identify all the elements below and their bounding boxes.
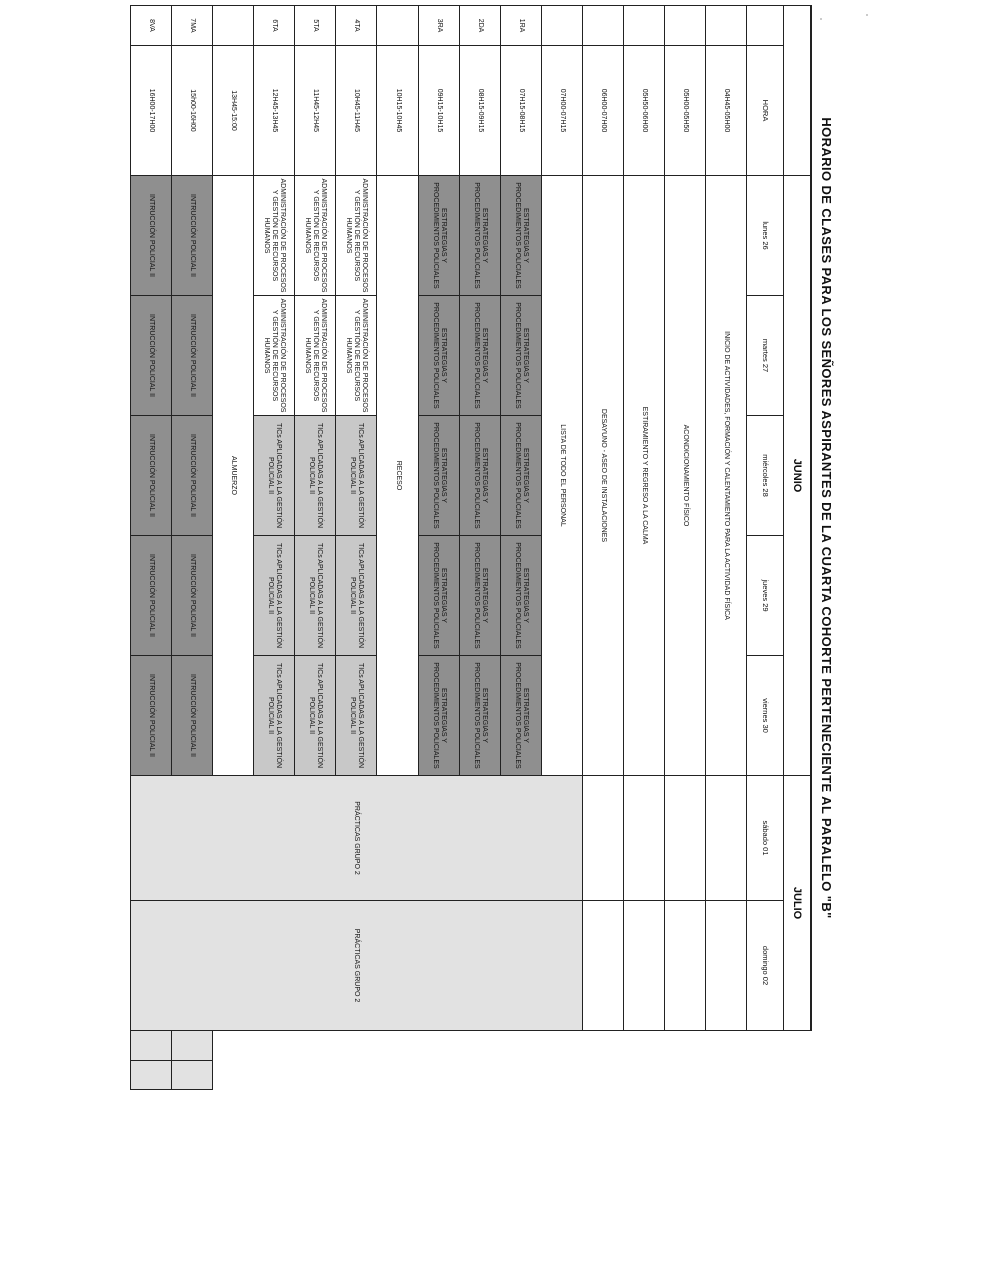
class-cell: TICs APLICADAS A LA GESTIÓN POLICIAL II [336,416,377,536]
class-cell: INTRUCCIÓN POLICIAL II [131,416,172,536]
period-cell: 6TA [254,6,295,46]
class-cell: INTRUCCIÓN POLICIAL II [131,656,172,776]
period-cell: 7MA [172,6,213,46]
time-cell: 11H45-12H45 [295,46,336,176]
class-cell: TICs APLICADAS A LA GESTIÓN POLICIAL II [336,536,377,656]
month-june: JUNIO [783,176,811,776]
practicas-sunday: PRÁCTICAS GRUPO 2 [131,901,583,1031]
time-cell: 09H15-10H15 [418,46,459,176]
month-july: JULIO [783,776,811,1031]
day-header: lunes 26 [747,176,784,296]
class-cell: INTRUCCIÓN POLICIAL II [172,416,213,536]
banner-estiramiento: ESTIRAMIENTO Y REGRESO A LA CALMA [623,176,664,776]
page-title: HORARIO DE CLASES PARA LOS SEÑORES ASPIRANTES DE LA CUARTA COHORTE PERTENECIENTE AL PARALELO "B" [811,6,840,1031]
day-header: martes 27 [747,296,784,416]
banner-inicio: INICIO DE ACTIVIDADES, FORMACIÓN Y CALENTAMIENTO PARA LA ACTIVIDAD FÍSICA [705,176,746,776]
class-cell: TICs APLICADAS A LA GESTIÓN POLICIAL II [336,656,377,776]
time-cell: 07H15-08H15 [500,46,541,176]
banner-receso: RECESO [377,176,418,776]
time-cell: 16H00-17H00 [131,46,172,176]
class-cell: INTRUCCIÓN POLICIAL II [172,536,213,656]
schedule-table [130,5,840,1090]
period-cell: 2DA [459,6,500,46]
class-cell: ESTRATEGIAS Y PROCEDIMIENTOS POLICIALES [418,416,459,536]
time-cell: 15h00-16H00 [172,46,213,176]
empty-cell [131,1060,172,1089]
class-cell: TICs APLICADAS A LA GESTIÓN POLICIAL II [254,656,295,776]
time-cell: 10H15-10H45 [377,46,418,176]
day-header: sábado 01 [747,776,784,901]
time-cell: 12H45-13H45 [254,46,295,176]
time-cell: 04H45-05H00 [705,46,746,176]
class-cell: INTRUCCIÓN POLICIAL II [131,536,172,656]
day-header: viernes 30 [747,656,784,776]
banner-almuerzo: ALMUERZO [213,176,254,776]
day-header: miércoles 28 [747,416,784,536]
period-cell: 5TA [295,6,336,46]
class-cell: TICs APLICADAS A LA GESTIÓN POLICIAL II [254,536,295,656]
empty-cell [172,1031,213,1060]
class-cell: ADMINISTRACIÓN DE PROCESOS Y GESTIÓN DE RECURSOS HUMANOS [336,176,377,296]
class-cell: TICs APLICADAS A LA GESTIÓN POLICIAL II [254,416,295,536]
time-cell: 10H45-11H45 [336,46,377,176]
banner-lista: LISTA DE TODO EL PERSONAL [541,176,582,776]
class-cell: INTRUCCIÓN POLICIAL II [172,176,213,296]
hour-header: HORA [747,46,784,176]
time-cell: 13H45-15:00 [213,46,254,176]
time-cell: 07H00-07H15 [541,46,582,176]
class-cell: ESTRATEGIAS Y PROCEDIMIENTOS POLICIALES [418,536,459,656]
period-header-blank [747,6,784,46]
class-cell: ESTRATEGIAS Y PROCEDIMIENTOS POLICIALES [500,416,541,536]
class-cell: ESTRATEGIAS Y PROCEDIMIENTOS POLICIALES [459,416,500,536]
period-cell: 1RA [500,6,541,46]
class-cell: TICs APLICADAS A LA GESTIÓN POLICIAL II [295,656,336,776]
time-cell: 05H50-06H00 [623,46,664,176]
period-cell: 8VA [131,6,172,46]
class-cell: INTRUCCIÓN POLICIAL II [131,176,172,296]
class-cell: ESTRATEGIAS Y PROCEDIMIENTOS POLICIALES [500,536,541,656]
time-cell: 08H15-09H15 [459,46,500,176]
empty-cell [172,1060,213,1089]
class-cell: ADMINISTRACIÓN DE PROCESOS Y GESTIÓN DE RECURSOS HUMANOS [336,296,377,416]
class-cell: ESTRATEGIAS Y PROCEDIMIENTOS POLICIALES [500,656,541,776]
class-cell: ESTRATEGIAS Y PROCEDIMIENTOS POLICIALES [418,656,459,776]
class-cell: INTRUCCIÓN POLICIAL II [131,296,172,416]
empty-cell [131,1031,172,1060]
class-cell: ESTRATEGIAS Y PROCEDIMIENTOS POLICIALES [459,536,500,656]
class-cell: TICs APLICADAS A LA GESTIÓN POLICIAL II [295,416,336,536]
scan-speck [866,14,868,16]
class-cell: ESTRATEGIAS Y PROCEDIMIENTOS POLICIALES [459,176,500,296]
time-cell: 05H00-05H50 [664,46,705,176]
day-header: domingo 02 [747,901,784,1031]
rotated-schedule-sheet [130,5,840,1090]
class-cell: ADMINISTRACIÓN DE PROCESOS Y GESTIÓN DE RECURSOS HUMANOS [254,176,295,296]
banner-desayuno: DESAYUNO - ASEO DE INSTALACIONES [582,176,623,776]
class-cell: ADMINISTRACIÓN DE PROCESOS Y GESTIÓN DE RECURSOS HUMANOS [254,296,295,416]
practicas-saturday: PRÁCTICAS GRUPO 2 [131,776,583,901]
class-cell: ESTRATEGIAS Y PROCEDIMIENTOS POLICIALES [500,176,541,296]
class-cell: ESTRATEGIAS Y PROCEDIMIENTOS POLICIALES [459,656,500,776]
class-cell: ESTRATEGIAS Y PROCEDIMIENTOS POLICIALES [459,296,500,416]
class-cell: ESTRATEGIAS Y PROCEDIMIENTOS POLICIALES [500,296,541,416]
scan-speck [820,18,822,20]
class-cell: ESTRATEGIAS Y PROCEDIMIENTOS POLICIALES [418,176,459,296]
class-cell: INTRUCCIÓN POLICIAL II [172,656,213,776]
class-cell: ADMINISTRACIÓN DE PROCESOS Y GESTIÓN DE RECURSOS HUMANOS [295,296,336,416]
period-cell: 4TA [336,6,377,46]
class-cell: ESTRATEGIAS Y PROCEDIMIENTOS POLICIALES [418,296,459,416]
class-cell: TICs APLICADAS A LA GESTIÓN POLICIAL II [295,536,336,656]
day-header: jueves 29 [747,536,784,656]
period-cell: 3RA [418,6,459,46]
banner-acondicionamiento: ACONDICIONAMIENTO FÍSICO [664,176,705,776]
class-cell: ADMINISTRACIÓN DE PROCESOS Y GESTIÓN DE RECURSOS HUMANOS [295,176,336,296]
time-cell: 06H00-07H00 [582,46,623,176]
class-cell: INTRUCCIÓN POLICIAL II [172,296,213,416]
